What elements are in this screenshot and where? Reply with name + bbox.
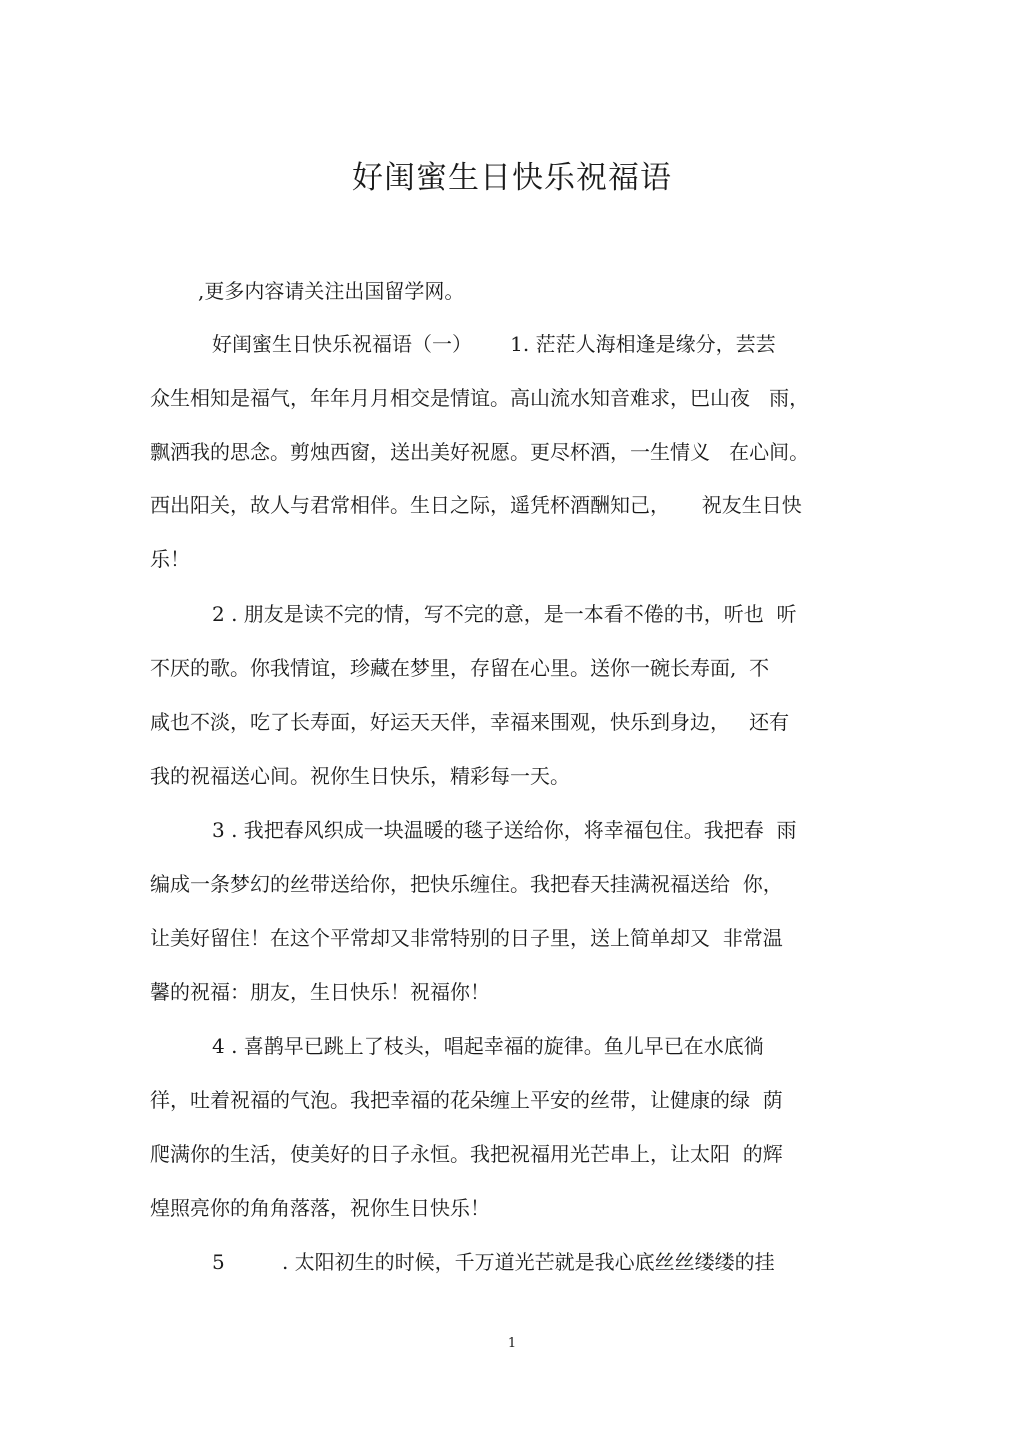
paragraph-line: 2 . 朋友是读不完的情，写不完的意，是一本看不倦的书，听也 听	[212, 602, 797, 626]
paragraph-line: 好闺蜜生日快乐祝福语（一） 1. 茫茫人海相逢是缘分，芸芸	[212, 332, 776, 356]
paragraph-line: 西出阳关，故人与君常相伴。生日之际，遥凭杯酒酬知己， 祝友生日快	[150, 493, 802, 517]
paragraph-line: 煌照亮你的角角落落，祝你生日快乐！	[150, 1196, 490, 1220]
paragraph-line: 乐！	[150, 547, 190, 571]
paragraph-line: 让美好留住！在这个平常却又非常特别的日子里，送上简单却又 非常温	[150, 926, 783, 950]
page-number: 1	[507, 1336, 517, 1351]
paragraph-line: 4 . 喜鹊早已跳上了枝头，唱起幸福的旋律。鱼儿早已在水底徜	[212, 1034, 764, 1058]
paragraph-line: 3 . 我把春风织成一块温暖的毯子送给你，将幸福包住。我把春 雨	[212, 818, 797, 842]
paragraph-line: 我的祝福送心间。祝你生日快乐，精彩每一天。	[150, 764, 570, 788]
paragraph-line: 飘洒我的思念。剪烛西窗，送出美好祝愿。更尽杯酒，一生情义 在心间。	[150, 440, 810, 464]
paragraph-line: 众生相知是福气，年年月月相交是情谊。高山流水知音难求，巴山夜 雨，	[150, 386, 810, 410]
paragraph-line: 5 . 太阳初生的时候，千万道光芒就是我心底丝丝缕缕的挂	[212, 1250, 775, 1274]
paragraph-line: 馨的祝福：朋友，生日快乐！祝福你！	[150, 980, 490, 1004]
paragraph-line: 咸也不淡，吃了长寿面，好运天天伴，幸福来围观，快乐到身边， 还有	[150, 710, 790, 734]
intro-line: ,更多内容请关注出国留学网。	[198, 279, 465, 303]
paragraph-line: 爬满你的生活，使美好的日子永恒。我把祝福用光芒串上，让太阳 的辉	[150, 1142, 783, 1166]
paragraph-line: 徉，吐着祝福的气泡。我把幸福的花朵缠上平安的丝带，让健康的绿 荫	[150, 1088, 783, 1112]
paragraph-line: 不厌的歌。你我情谊，珍藏在梦里，存留在心里。送你一碗长寿面, 不	[150, 656, 770, 680]
paragraph-line: 编成一条梦幻的丝带送给你，把快乐缠住。我把春天挂满祝福送给 你，	[150, 872, 783, 896]
document-title: 好闺蜜生日快乐祝福语	[352, 160, 672, 196]
